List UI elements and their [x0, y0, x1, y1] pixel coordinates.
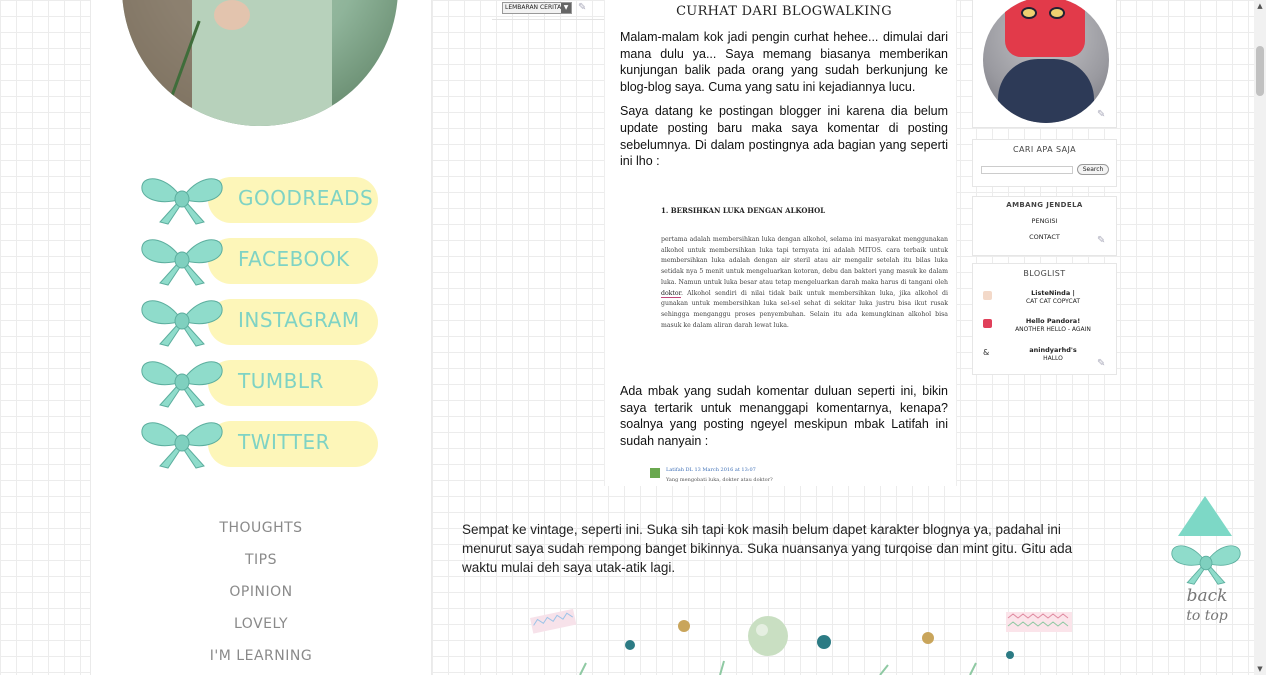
blog-item[interactable] [981, 317, 1111, 339]
bloglist-title: BLOGLIST [1023, 269, 1066, 278]
widget-photo [983, 0, 1109, 123]
up-arrow-icon [1178, 496, 1232, 536]
blog-favicon-icon [983, 291, 992, 300]
pages-widget-title: AMBANG JENDELA [1006, 201, 1083, 209]
comment-text: Yang mengobati luka, dokter atau doktor? [666, 477, 773, 483]
lembaran-select[interactable] [502, 2, 572, 14]
blog-favicon-icon [983, 319, 992, 328]
bow-icon [138, 355, 226, 409]
search-widget [972, 139, 1117, 187]
bag-eye-left [1021, 7, 1037, 19]
comment-author: Latifah DL 13 March 2016 at 13:07 [666, 467, 756, 473]
social-link-label: TWITTER [238, 430, 331, 454]
social-link-facebook[interactable] [138, 233, 388, 294]
bag-eye-right [1049, 7, 1065, 19]
quote-text [661, 235, 948, 331]
blog-item[interactable] [981, 346, 1111, 368]
post-paragraph-3: Ada mbak yang sudah komentar duluan seperti ini, bikin saya tertarik untuk menanggapi komentarnya, kenapa? soalnya yang posting ngeyel meskipun mbak Latifah ini sudah nanyain : [620, 384, 948, 448]
blog-favicon-icon: & [983, 348, 992, 357]
quote-highlight: doktor [661, 289, 681, 297]
blog-name[interactable]: ListeNinda | [1031, 289, 1075, 297]
wrench-icon[interactable]: ✎ [1097, 235, 1106, 246]
blog-item[interactable] [981, 289, 1111, 311]
social-link-label: GOODREADS [238, 186, 374, 210]
washi-tape-right [1006, 612, 1072, 632]
search-input[interactable] [981, 166, 1073, 174]
scroll-down-arrow-icon[interactable]: ▼ [1257, 665, 1263, 673]
washi-tape-left [530, 609, 576, 634]
blog-name[interactable]: Hello Pandora! [1025, 317, 1081, 325]
page-link-contact[interactable]: CONTACT [1029, 233, 1060, 241]
pages-widget [972, 196, 1117, 256]
dropdown-arrow-icon: ▼ [561, 3, 571, 13]
post-body [620, 29, 948, 178]
nav-item[interactable]: THOUGHTS [219, 520, 303, 536]
quote-heading: 1. BERSIHKAN LUKA DENGAN ALKOHOL [661, 206, 826, 215]
blog-latest-post[interactable]: CAT CAT COPYCAT [1025, 298, 1081, 305]
avatar-hand [214, 0, 250, 30]
bow-icon [138, 416, 226, 470]
nav-item[interactable]: LOVELY [234, 616, 288, 632]
quoted-screenshot [648, 200, 956, 350]
decor-dot [922, 632, 934, 644]
bow-icon [138, 294, 226, 348]
search-button[interactable]: Search [1077, 164, 1109, 175]
nav-item[interactable]: TIPS [244, 552, 277, 568]
wrench-icon[interactable]: ✎ [1097, 358, 1106, 369]
social-link-tumblr[interactable] [138, 355, 388, 416]
category-nav [90, 518, 432, 675]
post-paragraph-1: Malam-malam kok jadi pengin curhat hehee... dimulai dari mana dulu ya... Saya memang biasanya memberikan kunjungan balik pada orang yang sudah berkunjung ke blog-blog saya. Cuma yang satu ini kejadiannya lucu. [620, 30, 948, 94]
post-paragraph-2: Saya datang ke postingan blogger ini karena dia belum update posting baru maka saya komentar di posting sebelumnya. Di dalam postingnya ada bagian yang seperti ini lho : [620, 104, 948, 169]
blog-latest-post[interactable]: HALLO [1043, 355, 1063, 362]
commenter-avatar-icon [650, 468, 660, 478]
wrench-icon[interactable]: ✎ [578, 2, 587, 13]
search-widget-title: CARI APA SAJA [1013, 145, 1076, 154]
page-link-pengisi[interactable]: PENGISI [1031, 217, 1058, 225]
wrench-icon[interactable]: ✎ [1097, 109, 1106, 120]
decor-dot [1006, 651, 1014, 659]
search-row [981, 164, 1111, 176]
social-link-instagram[interactable] [138, 294, 388, 355]
photo-widget [972, 0, 1117, 128]
lembaran-widget [492, 0, 604, 20]
quoted-comment [650, 467, 950, 487]
quote-text-after: . Alkohol sendiri di nilai tidak baik untuk membersihkan luka, jika alkohol di gunakan untuk membersihkan luka sel-sel sehat di sekitar luka justru bisa ikut rusak sehingga menganggu proses penyembuhan. Selain itu ada kemungkinan alkohol bisa masuk ke dalam aliran darah lewat luka. [661, 289, 948, 329]
bow-icon [138, 233, 226, 287]
bloglist-widget [972, 263, 1117, 375]
decor-dot [678, 620, 690, 632]
back-to-top-label [1172, 586, 1242, 626]
photo-coat [998, 59, 1094, 123]
photo-bag-eyes [1021, 7, 1071, 21]
social-link-twitter[interactable] [138, 416, 388, 477]
nav-item[interactable]: OPINION [229, 584, 293, 600]
back-to-top-line2: to top [1186, 608, 1228, 624]
social-links [138, 172, 388, 477]
scroll-thumb[interactable] [1256, 46, 1264, 96]
back-to-top-line1: back [1186, 586, 1228, 606]
decorative-illustration [500, 600, 1100, 675]
bow-icon [138, 172, 226, 226]
social-link-goodreads[interactable] [138, 172, 388, 233]
decor-planet [748, 616, 788, 656]
vertical-scrollbar[interactable] [1254, 0, 1266, 675]
bow-icon [1168, 540, 1244, 586]
post-bottom-paragraph: Sempat ke vintage, seperti ini. Suka sih tapi kok masih belum dapet karakter blognya ya, padahal ini menurut saya sudah rempong banget bikinnya. Suka nuansanya yang turqoise dan mint gitu. Gitu ada waktu mulai deh saya utak-atik lagi. [462, 522, 1073, 575]
lembaran-select-value: LEMBARAN CERITA [505, 4, 562, 11]
nav-item[interactable]: I'M LEARNING [209, 648, 313, 664]
post-title[interactable]: CURHAT DARI BLOGWALKING [676, 4, 892, 19]
blog-name[interactable]: anindyarhd's [1029, 346, 1077, 354]
decor-dot [625, 640, 635, 650]
social-link-label: FACEBOOK [238, 247, 350, 271]
back-to-top-button[interactable] [1168, 496, 1244, 640]
quote-text-before: pertama adalah membersihkan luka dengan alkohol, selama ini masyarakat menggunakan alkohol untuk membersihkan luka tapi ternyata ini adalah MITOS. cara terbaik untuk membersihkan luka adalah dengan air steril atau air mengalir setelah itu bilas luka setidak nya 5 menit untuk mengeluarkan kotoran, debu dan bakteri yang masuk ke dalam luka. Namun untuk luka besar atau tetap mengeluarkan darah maka harus di tangani oleh [661, 236, 948, 286]
social-link-label: TUMBLR [238, 369, 324, 393]
scroll-up-arrow-icon[interactable]: ▲ [1257, 2, 1263, 10]
blog-latest-post[interactable]: ANOTHER HELLO - AGAIN [1015, 326, 1091, 333]
social-link-label: INSTAGRAM [238, 308, 360, 332]
decor-dot [817, 635, 831, 649]
